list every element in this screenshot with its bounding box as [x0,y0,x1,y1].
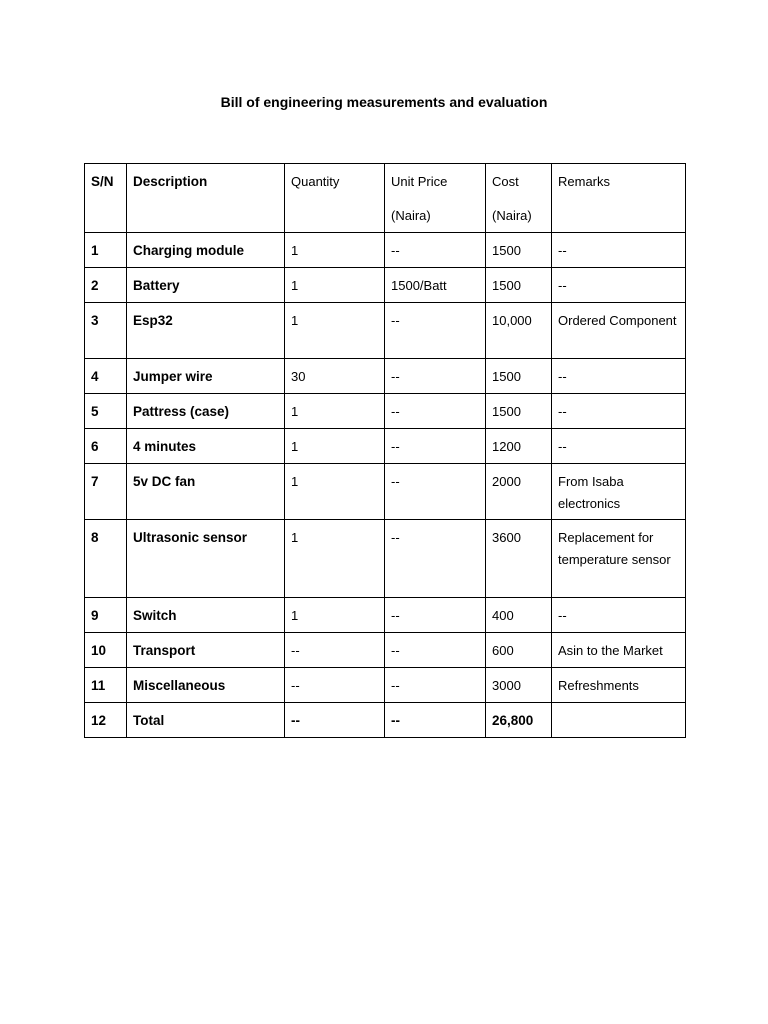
table-row [85,233,686,268]
cell-quantity: 1 [285,394,385,429]
cell-remarks: Refreshments [552,668,686,703]
cell-sn: 7 [85,464,127,520]
cell-cost: 1500 [486,394,552,429]
cell-quantity: -- [285,703,385,738]
cell-quantity: -- [285,668,385,703]
header-cost-line1: Cost [492,174,519,189]
cell-description: Total [127,703,285,738]
cell-description: Battery [127,268,285,303]
cell-unit-price: -- [385,394,486,429]
cell-quantity: 1 [285,429,385,464]
header-unit-price-line2: (Naira) [391,208,431,223]
table-row [85,268,686,303]
cell-cost: 400 [486,598,552,633]
cell-description: Ultrasonic sensor [127,520,285,598]
cell-sn: 10 [85,633,127,668]
cell-sn: 3 [85,303,127,359]
cell-remarks: -- [552,359,686,394]
cell-sn: 4 [85,359,127,394]
document-title: Bill of engineering measurements and evaluation [220,94,548,110]
cell-cost: 1200 [486,429,552,464]
table-header-row [85,164,686,233]
cell-unit-price: -- [385,703,486,738]
cell-remarks: -- [552,429,686,464]
table-row [85,429,686,464]
cell-unit-price: 1500/Batt [385,268,486,303]
table-row [85,520,686,598]
header-unit-price-line1: Unit Price [391,174,448,189]
cell-remarks: Ordered Component [552,303,686,359]
cell-unit-price: -- [385,303,486,359]
cell-sn: 11 [85,668,127,703]
cell-sn: 2 [85,268,127,303]
table-row [85,633,686,668]
cell-description: Charging module [127,233,285,268]
cell-quantity: 1 [285,598,385,633]
cell-sn: 6 [85,429,127,464]
cell-description: Jumper wire [127,359,285,394]
cell-remarks: -- [552,394,686,429]
cell-remarks: Asin to the Market [552,633,686,668]
table-row [85,464,686,520]
cell-cost: 10,000 [486,303,552,359]
table-row [85,303,686,359]
cell-remarks: -- [552,598,686,633]
cell-sn: 12 [85,703,127,738]
cell-sn: 5 [85,394,127,429]
cell-remarks [552,703,686,738]
cell-description: 4 minutes [127,429,285,464]
cell-quantity: 1 [285,268,385,303]
cell-sn: 9 [85,598,127,633]
cell-description: Pattress (case) [127,394,285,429]
cell-quantity: 1 [285,464,385,520]
cell-description: Transport [127,633,285,668]
cell-cost: 1500 [486,268,552,303]
cell-cost: 2000 [486,464,552,520]
header-quantity: Quantity [285,164,385,233]
table-row [85,668,686,703]
cell-unit-price: -- [385,429,486,464]
cell-unit-price: -- [385,233,486,268]
cell-cost: 1500 [486,359,552,394]
cell-quantity: 1 [285,520,385,598]
header-unit-price [385,164,486,233]
cell-sn: 8 [85,520,127,598]
cell-remarks: Replacement for temperature sensor [552,520,686,598]
table-row-total [85,703,686,738]
cell-cost: 600 [486,633,552,668]
cell-unit-price: -- [385,598,486,633]
cell-remarks: -- [552,233,686,268]
header-remarks: Remarks [552,164,686,233]
table-row [85,598,686,633]
cell-description: 5v DC fan [127,464,285,520]
cell-unit-price: -- [385,633,486,668]
cell-quantity: 30 [285,359,385,394]
table-row [85,359,686,394]
cell-cost: 3600 [486,520,552,598]
cell-cost: 1500 [486,233,552,268]
cell-remarks: -- [552,268,686,303]
cell-sn: 1 [85,233,127,268]
cell-description: Switch [127,598,285,633]
cell-unit-price: -- [385,668,486,703]
cell-cost-total: 26,800 [486,703,552,738]
cell-quantity: 1 [285,303,385,359]
header-cost-line2: (Naira) [492,208,532,223]
header-sn: S/N [85,164,127,233]
cell-description: Esp32 [127,303,285,359]
cell-unit-price: -- [385,464,486,520]
cell-remarks: From Isaba electronics [552,464,686,520]
bill-of-materials-table [84,163,686,738]
cell-unit-price: -- [385,520,486,598]
cell-quantity: 1 [285,233,385,268]
cell-unit-price: -- [385,359,486,394]
cell-quantity: -- [285,633,385,668]
table-row [85,394,686,429]
cell-cost: 3000 [486,668,552,703]
header-description: Description [127,164,285,233]
header-cost [486,164,552,233]
cell-description: Miscellaneous [127,668,285,703]
